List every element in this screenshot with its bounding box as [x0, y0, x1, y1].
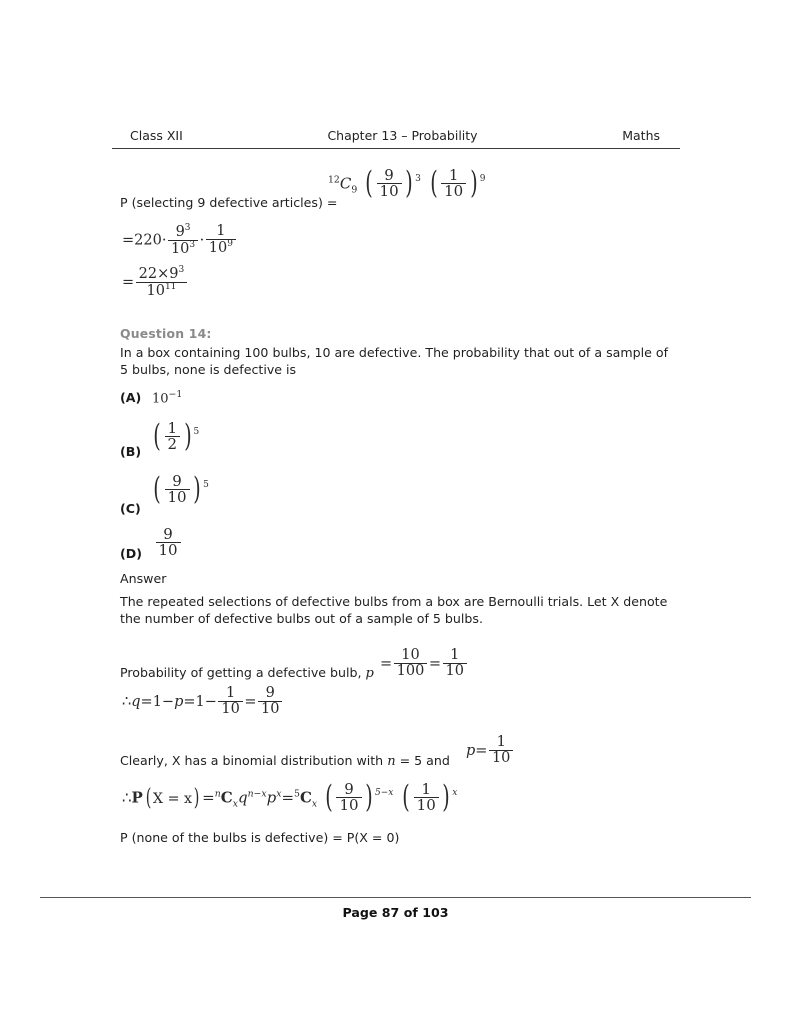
- fraction-9-10: [258, 686, 282, 718]
- p-exponent: x: [276, 788, 282, 800]
- selecting-defective-lead: P (selecting 9 defective articles) =: [120, 195, 338, 210]
- binom-subscript-x-2: x: [311, 798, 318, 810]
- numerator-exponent: 3: [178, 264, 185, 275]
- fraction-9-10: [165, 471, 190, 507]
- formula-expanded-220: [122, 224, 237, 257]
- equals-sign-2: =: [281, 788, 295, 807]
- answer-heading: Answer: [120, 571, 167, 586]
- fraction-numerator: 1: [441, 168, 466, 185]
- denominator-exponent: 9: [227, 239, 233, 250]
- denominator-base: 10: [170, 240, 190, 257]
- fraction-numerator: 1: [218, 686, 242, 702]
- equals-sign-1: =: [202, 788, 215, 807]
- left-paren: (: [429, 165, 438, 202]
- header-divider: [112, 148, 680, 149]
- paren-group-9-over-10: [362, 165, 422, 202]
- option-c-value[interactable]: [150, 471, 210, 508]
- fraction-9-10: [336, 779, 361, 815]
- fraction-denominator: 10: [491, 749, 511, 766]
- binom-superscript-12: 12: [328, 174, 340, 186]
- option-d-value[interactable]: [154, 524, 182, 560]
- paren-group-9-over-10: [322, 779, 394, 816]
- fraction-numerator: 9: [258, 686, 282, 702]
- formula-pmf-binomial: [122, 779, 458, 816]
- option-a-exponent: −1: [168, 389, 183, 400]
- fraction-denominator: 10: [158, 541, 178, 560]
- question-label: Question 14:: [120, 326, 212, 341]
- fraction-denominator: 10: [261, 700, 280, 717]
- binom-superscript-5: 5: [294, 788, 300, 800]
- probability-operator: P: [131, 788, 143, 807]
- binomial-p-value: [466, 735, 515, 767]
- option-b-letter[interactable]: (B): [120, 444, 142, 459]
- binom-letter-c: C: [339, 174, 352, 193]
- question-text: In a box containing 100 bulbs, 10 are defective. The probability that out of a sample of 5 bulbs, none is defective is: [120, 345, 668, 377]
- binom-subscript-x: x: [232, 798, 238, 810]
- fraction-numerator: 1: [206, 224, 236, 240]
- option-a-base: 10: [152, 391, 169, 407]
- fraction-10-100: [394, 648, 428, 680]
- fraction-numerator: [168, 224, 198, 241]
- binom-letter-c-2: C: [299, 788, 312, 807]
- binom-letter-c: C: [220, 788, 233, 807]
- denominator-base: 10: [208, 240, 228, 257]
- fraction-numerator: [136, 266, 188, 283]
- page-number: Page 87 of 103: [342, 905, 449, 920]
- coefficient-220: 220: [134, 232, 162, 249]
- denominator-exponent: 11: [164, 281, 177, 292]
- probability-defective-label: Probability of getting a defective bulb,: [120, 665, 362, 680]
- variable-p: p: [365, 666, 374, 681]
- left-paren: (: [153, 471, 161, 508]
- fraction-denominator: 10: [339, 796, 359, 815]
- fraction-denominator: 10: [416, 796, 436, 815]
- option-d-letter[interactable]: (D): [120, 546, 142, 561]
- variable-p: p: [266, 788, 277, 807]
- right-paren: ): [470, 165, 478, 202]
- answer-paragraph: The repeated selections of defective bulbs from a box are Bernoulli trials. Let X denote the number of defective bulbs out of a sample of 5 bulbs.: [120, 594, 668, 626]
- fraction-denominator: [206, 240, 236, 256]
- header-subject: Maths: [622, 128, 660, 143]
- fraction-9cubed-over-10cubed: [168, 224, 198, 257]
- variable-p: p: [174, 693, 184, 710]
- equals-sign-1: =: [380, 655, 393, 672]
- minus-sign-1: −: [161, 693, 175, 710]
- binomial-distribution-text: [120, 752, 450, 770]
- numerator-factor-1: 22: [138, 265, 158, 282]
- multiplication-dot-2: ·: [199, 232, 205, 249]
- fraction-1-2: [165, 418, 181, 454]
- fraction-numerator: 10: [394, 648, 428, 664]
- fraction-denominator: [136, 283, 188, 299]
- fraction-numerator: 9: [377, 168, 402, 185]
- numerator-factor-2: 9: [169, 265, 179, 282]
- left-paren: (: [402, 779, 410, 816]
- option-b-value[interactable]: [150, 418, 200, 455]
- right-paren: ): [365, 779, 373, 816]
- fraction-1-10: [441, 165, 466, 201]
- exponent-3: 3: [415, 173, 421, 184]
- paren-group-1-over-2: [150, 418, 200, 455]
- denominator-base: 10: [146, 282, 165, 299]
- fraction-1-10: [443, 648, 467, 680]
- right-paren: ): [442, 779, 450, 816]
- exponent-9: 9: [479, 173, 486, 184]
- left-paren: (: [145, 783, 152, 811]
- variable-p: p: [466, 742, 476, 759]
- paren-group-1-over-10: [399, 779, 458, 816]
- one-second: 1: [195, 693, 205, 710]
- probability-defective-value: [380, 648, 468, 680]
- header-chapter: Chapter 13 – Probability: [327, 128, 478, 143]
- numerator-base: 9: [175, 223, 185, 240]
- equals-sign-3: =: [244, 693, 257, 710]
- fraction-numerator: 1: [443, 648, 467, 664]
- binom-subscript-9: 9: [351, 184, 358, 196]
- exponent-x: x: [452, 787, 458, 798]
- fraction-denominator: [168, 241, 198, 257]
- probability-defective-text: [120, 664, 374, 682]
- denominator-exponent: 3: [189, 239, 196, 250]
- equals-sign-2: =: [183, 693, 196, 710]
- fraction-numerator: 9: [165, 474, 190, 491]
- option-c-letter[interactable]: (C): [120, 501, 141, 516]
- binomial-text-before: Clearly, X has a binomial distribution with: [120, 753, 384, 768]
- variable-n: n: [387, 754, 396, 769]
- therefore-symbol: ∴: [122, 788, 132, 807]
- formula-q-equals: [122, 686, 284, 718]
- option-a-value[interactable]: [152, 389, 182, 406]
- option-a-letter[interactable]: (A): [120, 390, 142, 405]
- fraction-numerator: 1: [165, 421, 181, 438]
- binom-superscript-n: n: [214, 788, 221, 800]
- paren-group-9-over-10: [150, 471, 210, 508]
- header-class: Class XII: [130, 128, 183, 143]
- formula-simplified-result: [122, 266, 189, 299]
- footer-divider: [40, 897, 751, 898]
- exponent-5-minus-x: 5−x: [375, 787, 394, 798]
- pmf-argument: X = x: [152, 790, 193, 807]
- right-paren: ): [183, 418, 192, 455]
- equals-sign: =: [122, 232, 135, 249]
- equals-sign-2: =: [428, 655, 441, 672]
- option-b-exponent: 5: [193, 426, 200, 437]
- fraction-denominator: 10: [444, 182, 464, 201]
- fraction-numerator: 1: [489, 735, 513, 751]
- right-paren: ): [193, 471, 201, 508]
- fraction-1-10: [218, 686, 242, 718]
- left-paren: (: [325, 779, 333, 816]
- left-paren: (: [365, 165, 373, 202]
- fraction-denominator: 10: [167, 488, 187, 507]
- fraction-denominator: 10: [221, 700, 240, 717]
- fraction-denominator: 10: [379, 182, 399, 201]
- times-sign: ×: [157, 265, 170, 282]
- minus-sign-2: −: [204, 693, 217, 710]
- right-paren: ): [193, 783, 200, 811]
- numerator-exponent: 3: [184, 222, 191, 233]
- closing-probability-line: P (none of the bulbs is defective) = P(X = 0): [120, 830, 400, 845]
- fraction-1-10: [414, 779, 439, 815]
- fraction-numerator: 9: [336, 782, 361, 799]
- fraction-9-10: [377, 165, 402, 201]
- fraction-1-over-10pow9: [206, 224, 236, 257]
- paren-group-1-over-10: [427, 165, 487, 202]
- equals-sign-1: =: [140, 693, 153, 710]
- multiplication-dot: ·: [161, 232, 167, 249]
- formula-selecting-9-defective: [328, 165, 486, 202]
- equals-sign: =: [475, 742, 488, 759]
- q-exponent: n−x: [247, 788, 267, 800]
- fraction-numerator: 9: [156, 527, 181, 544]
- page-header: [112, 128, 680, 143]
- option-c-exponent: 5: [203, 479, 209, 490]
- binomial-n-value: = 5 and: [399, 753, 450, 768]
- equals-sign: =: [122, 274, 135, 291]
- variable-q: q: [131, 693, 141, 710]
- fraction-denominator: 10: [445, 662, 464, 679]
- fraction-denominator: 100: [396, 662, 425, 679]
- left-paren: (: [153, 418, 161, 455]
- fraction-numerator: 1: [414, 782, 439, 799]
- fraction-9-10: [156, 524, 181, 560]
- variable-q: q: [237, 788, 248, 807]
- fraction-1-10: [489, 735, 513, 767]
- therefore-symbol: ∴: [122, 693, 132, 710]
- fraction-denominator: 2: [167, 435, 178, 454]
- fraction-22x9cubed-over-10pow11: [136, 266, 188, 299]
- right-paren: ): [405, 165, 413, 202]
- paren-group-x-equals-x: [143, 783, 202, 811]
- one-first: 1: [152, 693, 162, 710]
